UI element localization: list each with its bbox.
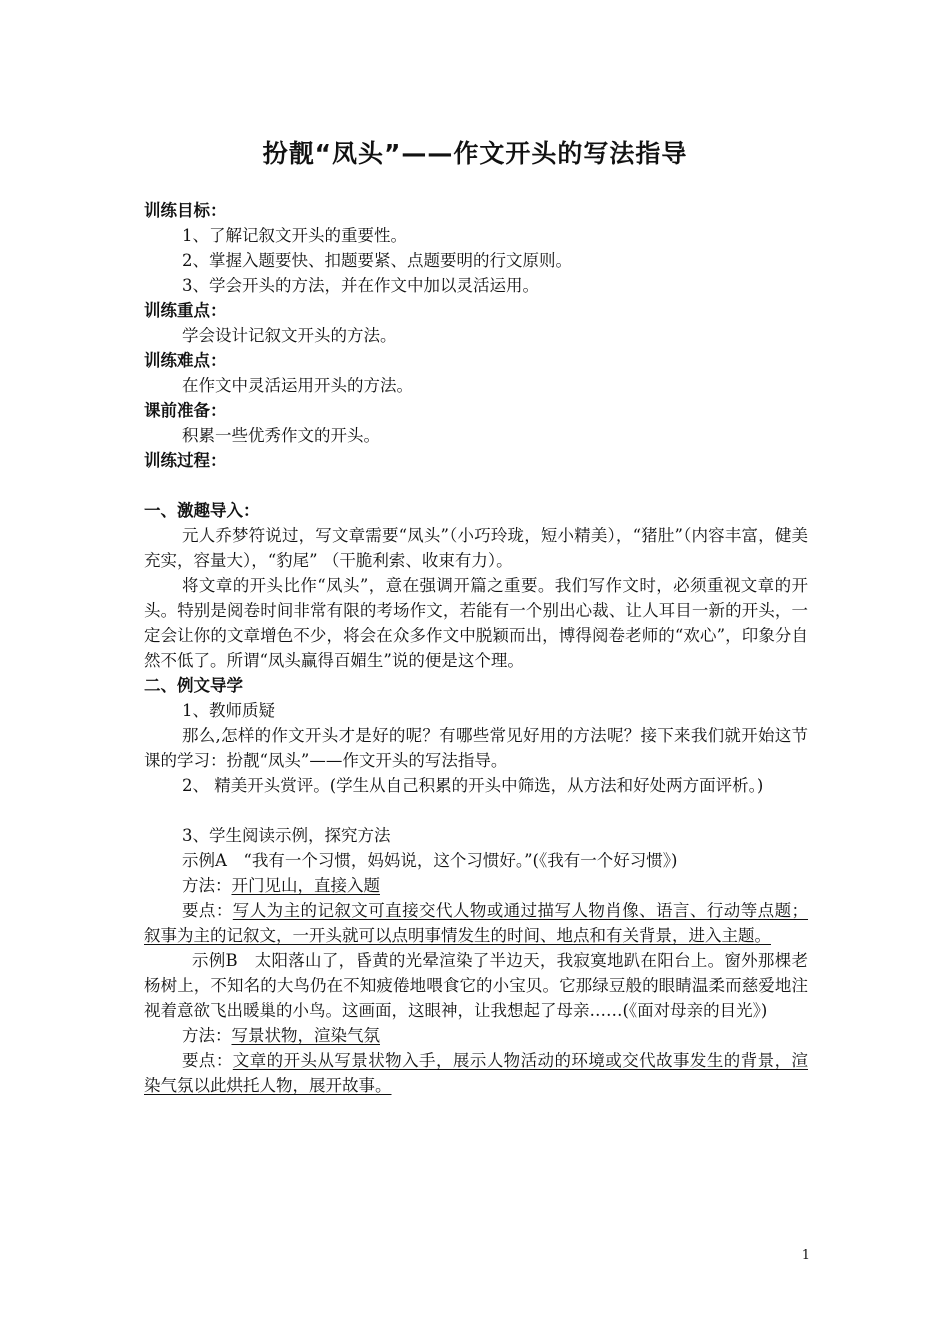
example-a: 示例A “我有一个习惯，妈妈说，这个习惯好。”(《我有一个好习惯》) [182, 851, 678, 870]
section1-paragraph-1: 元人乔梦符说过，写文章需要“凤头”（小巧玲珑，短小精美），“猪肚”（内容丰富，健美充实，容量大），“豹尾” （干脆利索、收束有力）。 [144, 526, 808, 570]
spacer [144, 473, 808, 498]
difficulty-heading: 训练难点： [144, 351, 227, 370]
example-b: 示例B 太阳落山了，昏黄的光晕渲染了半边天，我寂寞地趴在阳台上。窗外那棵老杨树上，不知名的大鸟仍在不知疲倦地喂食它的小宝贝。它那绿豆般的眼睛温柔而慈爱地注视着意欲飞出暖巢的小鸟。这画面，这眼神，让我想起了母亲……(《面对母亲的目光》) [144, 951, 808, 1020]
goal-item-1: 1、了解记叙文开头的重要性。 [182, 226, 407, 245]
page-number: 1 [801, 1248, 810, 1263]
section2-sub-1: 1、教师质疑 [182, 701, 275, 720]
page-title: 扮靓“凤头”——作文开头的写法指导 [262, 139, 688, 168]
process-heading: 训练过程： [144, 451, 227, 470]
goal-item-2: 2、掌握入题要快、扣题要紧、点题要明的行文原则。 [182, 251, 572, 270]
focus-heading: 训练重点： [144, 301, 227, 320]
point-b-text: 文章的开头从写景状物入手，展示人物活动的环境或交代故事发生的背景，渲染气氛以此烘托人物，展开故事。 [144, 1051, 809, 1095]
method-b-label: 方法： [182, 1026, 232, 1045]
method-b-text: 写景状物，渲染气氛 [231, 1026, 380, 1045]
section1-paragraph-2: 将文章的开头比作“凤头”，意在强调开篇之重要。我们写作文时，必须重视文章的开头。特别是阅卷时间非常有限的考场作文，若能有一个别出心裁、让人耳目一新的开头，一定会让你的文章增色不少，将会在众多作文中脱颖而出，博得阅卷老师的“欢心”，印象分自然不低了。所谓“凤头赢得百媚生”说的便是这个理。 [144, 576, 808, 670]
method-a [144, 873, 808, 898]
prep-heading: 课前准备： [144, 401, 227, 420]
point-a-text: 写人为主的记叙文可直接交代人物或通过描写人物肖像、语言、行动等点题；叙事为主的记叙文，一开头就可以点明事情发生的时间、地点和有关背景，进入主题。 [144, 901, 809, 945]
point-a [144, 898, 808, 948]
point-b [144, 1048, 808, 1098]
method-a-text: 开门见山，直接入题 [231, 876, 380, 895]
focus-text: 学会设计记叙文开头的方法。 [182, 326, 397, 345]
section2-sub-3: 3、学生阅读示例，探究方法 [182, 826, 391, 845]
document-body [144, 198, 808, 1098]
point-a-label: 要点： [182, 901, 233, 920]
section2-heading: 二、例文导学 [144, 676, 243, 695]
section2-paragraph-2: 2、 精美开头赏评。(学生从自己积累的开头中筛选，从方法和好处两方面评析。) [182, 776, 764, 795]
point-b-label: 要点： [182, 1051, 233, 1070]
section2-paragraph-1: 那么,怎样的作文开头才是好的呢？有哪些常见好用的方法呢？接下来我们就开始这节课的学习：扮靓“凤头”——作文开头的写法指导。 [144, 726, 808, 770]
spacer [144, 798, 808, 823]
difficulty-text: 在作文中灵活运用开头的方法。 [182, 376, 413, 395]
method-a-label: 方法： [182, 876, 232, 895]
prep-text: 积累一些优秀作文的开头。 [182, 426, 380, 445]
section1-heading: 一、激趣导入： [144, 501, 260, 520]
goal-item-3: 3、学会开头的方法，并在作文中加以灵活运用。 [182, 276, 539, 295]
goals-heading: 训练目标： [144, 201, 227, 220]
method-b [144, 1023, 808, 1048]
